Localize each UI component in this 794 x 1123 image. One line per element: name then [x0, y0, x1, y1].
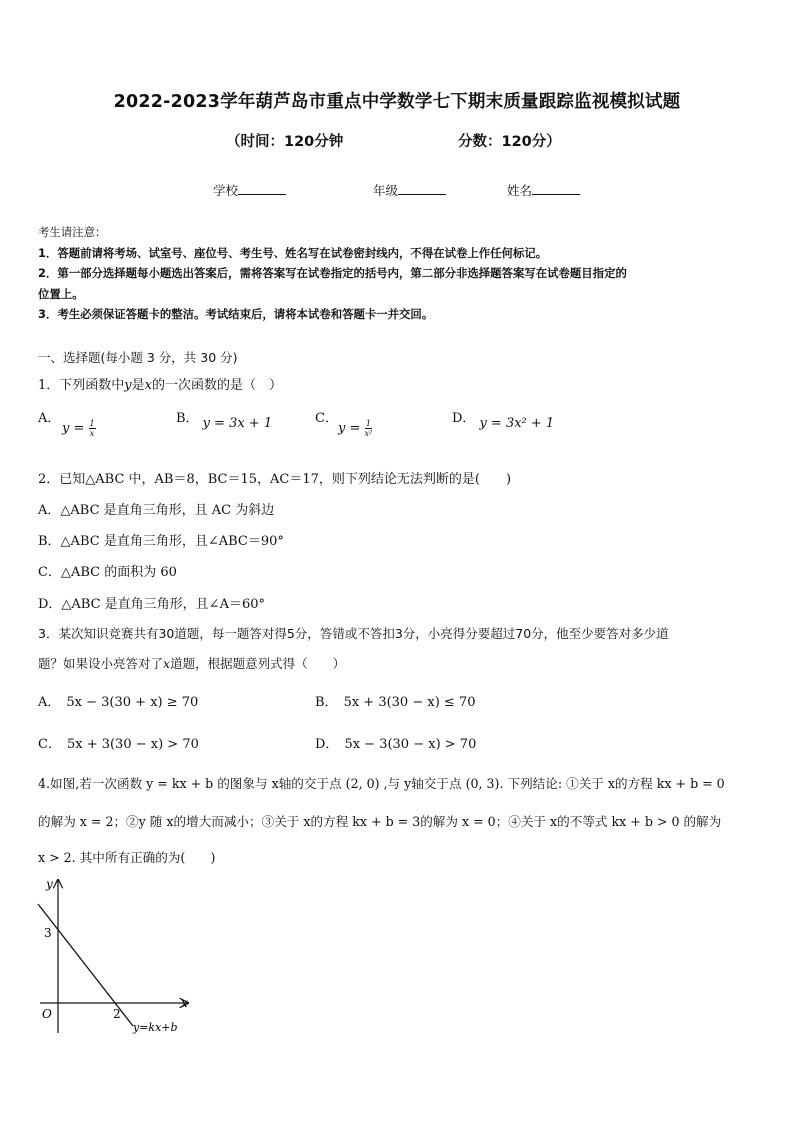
- notice-line-2-cont: 位置上。: [38, 287, 84, 301]
- q1-option-b[interactable]: B． y = 3x + 1: [176, 411, 273, 431]
- q2-option-d[interactable]: D．△ABC 是直角三角形，且∠A＝60°: [38, 597, 266, 612]
- q4-stem-line-3: x > 2. 其中所有正确的为( ): [38, 850, 216, 865]
- line-equation-label: y=kx+b: [133, 1021, 178, 1034]
- notice-line-2: 2．第一部分选择题每小题选出答案后，需将答案写在试卷指定的括号内，第二部分非选择题答案写在试卷题目指定的: [38, 266, 627, 280]
- grade-field[interactable]: [373, 181, 446, 199]
- q4-stem-line-2: 的解为 x = 2；②y 随 x的增大而减小；③关于 x的方程 kx + b = 3的解为 x = 0；④关于 x的不等式 kx + b > 0 的解为: [38, 814, 722, 829]
- exam-time: （时间：120分钟: [226, 134, 344, 150]
- name-blank[interactable]: [532, 182, 580, 195]
- notice-heading: 考生请注意：: [38, 225, 107, 239]
- q1-stem: 1．下列函数中y是x的一次函数的是（ ）: [38, 378, 283, 393]
- q3-option-c[interactable]: C． 5x + 3(30 − x) > 70: [38, 737, 199, 752]
- q2-stem: 2．已知△ABC 中，AB＝8，BC＝15，AC＝17，则下列结论无法判断的是( ): [38, 472, 512, 487]
- origin-label: O: [42, 1007, 52, 1021]
- notice-line-3: 3．考生必须保证答题卡的整洁。考试结束后，请将本试卷和答题卡一并交回。: [38, 307, 434, 321]
- q1-option-d[interactable]: D． y = 3x² + 1: [452, 411, 555, 431]
- q4-stem-line-1: 4.如图,若一次函数 y = kx + b 的图象与 x轴的交于点 (2, 0) ,与 y轴交于点 (0, 3). 下列结论: ①关于 x的方程 kx + b = 0: [38, 776, 725, 791]
- school-blank[interactable]: [238, 182, 286, 195]
- x-intercept-label: 2: [113, 1007, 121, 1021]
- q3-option-d[interactable]: D． 5x − 3(30 − x) > 70: [315, 737, 477, 752]
- q2-option-a[interactable]: A．△ABC 是直角三角形，且 AC 为斜边: [38, 503, 275, 518]
- y-intercept-label: 3: [44, 926, 52, 940]
- q2-option-b[interactable]: B．△ABC 是直角三角形，且∠ABC＝90°: [38, 534, 284, 549]
- section-heading: 一、选择题(每小题 3 分，共 30 分): [38, 350, 238, 365]
- grade-blank[interactable]: [398, 182, 446, 195]
- exam-title: 2022-2023学年葫芦岛市重点中学数学七下期末质量跟踪监视模拟试题: [113, 92, 681, 112]
- q3-option-a[interactable]: A． 5x − 3(30 + x) ≥ 70: [38, 695, 199, 710]
- q1-option-a-expr: y = $\frac{1}{x}$: [62, 419, 95, 438]
- exam-score: 分数：120分）: [458, 134, 561, 150]
- name-label: 姓名: [507, 183, 533, 198]
- grade-label: 年级: [373, 183, 399, 198]
- school-label: 学校: [213, 183, 239, 198]
- q3-option-b[interactable]: B． 5x + 3(30 − x) ≤ 70: [315, 695, 476, 710]
- q2-option-c[interactable]: C．△ABC 的面积为 60: [38, 565, 177, 580]
- name-field[interactable]: [507, 181, 580, 199]
- y-axis-label: y: [46, 877, 53, 891]
- school-field[interactable]: [213, 181, 286, 199]
- q1-option-c-expr: y = $\frac{1}{\text{x²}}$: [338, 419, 373, 438]
- q3-stem-line-1: 3．某次知识竞赛共有30道题，每一题答对得5分，答错或不答扣3分，小亮得分要超过70分，他至少要答对多少道: [38, 626, 669, 641]
- q3-stem-line-2: 题？如果设小亮答对了x道题，根据题意列式得（ ）: [38, 656, 346, 671]
- x-axis-label: x: [181, 996, 188, 1010]
- notice-line-1: 1．答题前请将考场、试室号、座位号、考生号、姓名写在试卷密封线内，不得在试卷上作任何标记。: [38, 246, 548, 260]
- function-graph: [30, 868, 200, 1043]
- q1-option-c[interactable]: C．: [315, 411, 338, 426]
- q1-option-a[interactable]: A．: [38, 411, 61, 426]
